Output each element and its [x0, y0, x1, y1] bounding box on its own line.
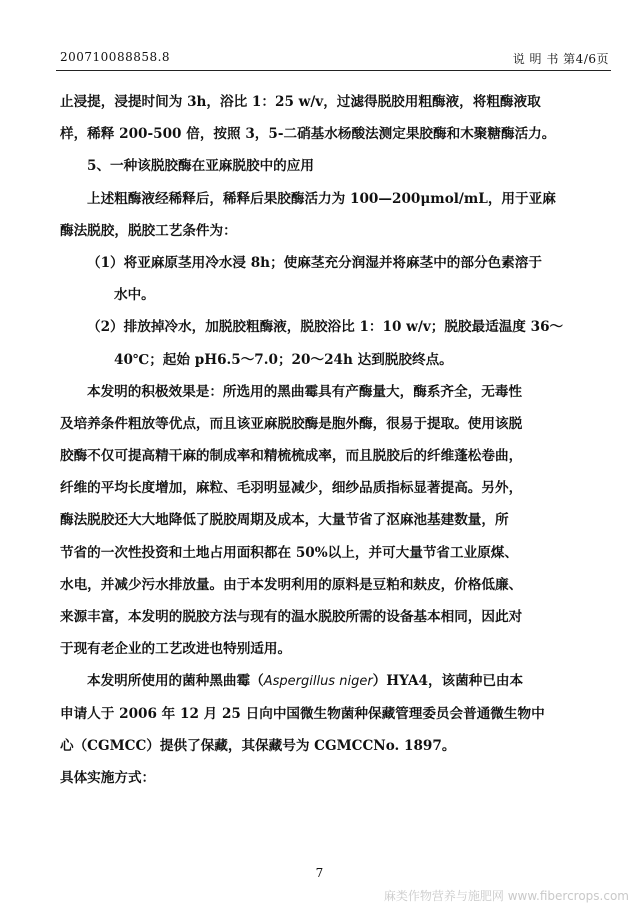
- text-line: 酶法脱胶，脱胶工艺条件为：: [60, 222, 237, 239]
- strain-text-after: ）HYA4，该菌种已由本: [372, 673, 524, 690]
- page-header: [60, 50, 609, 70]
- text-line: 酶法脱胶还大大地降低了脱胶周期及成本，大量节省了沤麻池基建数量，所: [60, 512, 509, 529]
- text-line: 纤维的平均长度增加，麻粒、毛羽明显减少，细纱品质指标显著提高。另外，: [60, 480, 523, 497]
- text-line: 40℃；起始 pH6.5～7.0；20～24h 达到脱胶终点。: [114, 351, 453, 368]
- text-line: 申请人于 2006 年 12 月 25 日向中国微生物菌种保藏管理委员会普通微生物中: [60, 705, 545, 722]
- strain-latin-name: Aspergillus niger: [263, 674, 373, 690]
- header-divider: [56, 70, 611, 71]
- text-line: 及培养条件粗放等优点，而且该亚麻脱胶酶是胞外酶，很易于提取。使用该脱: [60, 415, 523, 432]
- strain-line: [60, 665, 600, 697]
- text-line: 止浸提，浸提时间为 3h，浴比 1：25 w/v，过滤得脱胶用粗酶液，将粗酶液取: [60, 94, 541, 110]
- section-heading: 具体实施方式：: [60, 769, 156, 786]
- document-body: [60, 86, 600, 794]
- application-number: 200710088858.8: [60, 50, 171, 64]
- section-heading: 5、一种该脱胶酶在亚麻脱胶中的应用: [87, 158, 314, 175]
- text-line: 水电，并减少污水排放量。由于本发明利用的原料是豆粕和麸皮，价格低廉、: [60, 576, 523, 593]
- list-item: （2）排放掉冷水，加脱胶粗酶液，脱胶浴比 1：10 w/v；脱胶最适温度 36～: [87, 319, 564, 336]
- text-line: 于现有老企业的工艺改进也特别适用。: [60, 641, 292, 658]
- list-item: （1）将亚麻原茎用冷水浸 8h；使麻茎充分润湿并将麻茎中的部分色素溶于: [87, 254, 542, 271]
- text-line: 本发明的积极效果是：所选用的黑曲霉具有产酶量大，酶系齐全，无毒性: [87, 383, 522, 400]
- text-line: 节省的一次性投资和土地占用面积都在 50%以上，并可大量节省工业原煤、: [60, 544, 518, 561]
- text-line: 心（CGMCC）提供了保藏，其保藏号为 CGMCCNo. 1897。: [60, 737, 456, 754]
- watermark: 麻类作物营养与施肥网 www.fibercrops.com: [383, 889, 629, 903]
- page-number: 7: [315, 866, 324, 880]
- text-line: 水中。: [114, 287, 155, 304]
- section-page-label: 说 明 书 第4/6页: [512, 52, 609, 66]
- text-line: 上述粗酶液经稀释后，稀释后果胶酶活力为 100—200μmol/mL，用于亚麻: [87, 190, 556, 207]
- strain-text-before: 本发明所使用的菌种黑曲霉（: [87, 673, 264, 690]
- text-line: 来源丰富，本发明的脱胶方法与现有的温水脱胶所需的设备基本相同，因此对: [60, 609, 523, 625]
- text-line: 胶酶不仅可提高精干麻的制成率和精梳梳成率，而且脱胶后的纤维蓬松卷曲，: [60, 448, 523, 465]
- text-line: 样，稀释 200-500 倍，按照 3，5-二硝基水杨酸法测定果胶酶和木聚糖酶活力。: [60, 126, 556, 143]
